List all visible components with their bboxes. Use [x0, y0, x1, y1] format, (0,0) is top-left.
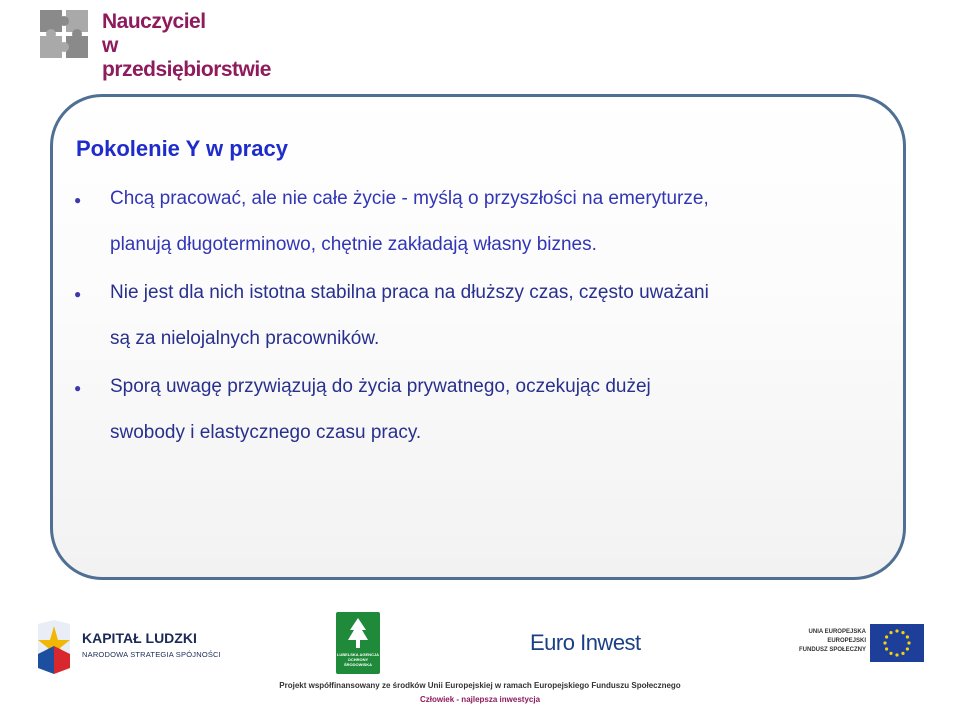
bullet-item: [72, 176, 892, 268]
project-funding-text: Projekt współfinansowany ze środków Unii Europejskiej w ramach Europejskiego Funduszu Społecznego: [279, 681, 681, 690]
lubelska-logo: [336, 612, 380, 674]
puzzle-icon: [36, 6, 92, 62]
bullet-dot-icon: ●: [74, 287, 82, 301]
ue-text: [786, 628, 866, 655]
ue-logo: [786, 624, 926, 674]
bullet-line: są za nielojalnych pracowników.: [110, 328, 380, 349]
logo-text: [102, 10, 286, 82]
bullet-line: Sporą uwagę przywiązują do życia prywatnego, oczekując dużej: [110, 376, 651, 397]
footer: [0, 606, 960, 710]
eu-flag-icon: [870, 624, 924, 662]
kapital-ludzki-logo: [34, 618, 234, 676]
bullet-item: [72, 364, 892, 456]
bullet-line: planują długoterminowo, chętnie zakładają własny biznes.: [110, 234, 597, 255]
slide-title: Pokolenie Y w pracy: [76, 136, 288, 161]
ue-line-3: FUNDUSZ SPOŁECZNY: [798, 647, 866, 653]
bullet-line: Nie jest dla nich istotna stabilna praca na dłuższy czas, często uważani: [110, 282, 709, 303]
bullet-line: Chcą pracować, ale nie całe życie - myślą o przyszłości na emeryturze,: [110, 188, 709, 209]
bullet-dot-icon: ●: [74, 381, 82, 395]
kapital-name: KAPITAŁ LUDZKI: [82, 630, 197, 646]
slogan-text: Człowiek - najlepsza inwestycja: [419, 695, 541, 704]
ue-line-2: EUROPEJSKI: [827, 638, 866, 644]
kapital-sub: NARODOWA STRATEGIA SPÓJNOŚCI: [82, 650, 221, 659]
logo-line-2: w przedsiębiorstwie: [102, 34, 271, 81]
bullet-list: [72, 176, 892, 458]
bullet-item: [72, 270, 892, 362]
tree-icon: [346, 618, 370, 648]
bullet-dot-icon: ●: [74, 193, 82, 207]
star-logo-icon: [34, 618, 74, 676]
euro-invest-logo: Euro Inwest: [530, 630, 641, 655]
bullet-line: swobody i elastycznego czasu pracy.: [110, 422, 422, 443]
logo-line-1: Nauczyciel: [102, 10, 206, 33]
header-logo: [36, 6, 286, 81]
ue-line-1: UNIA EUROPEJSKA: [808, 629, 866, 635]
lubelska-text: LUBELSKA AGENCJA OCHRONY ŚRODOWISKA: [336, 652, 380, 667]
